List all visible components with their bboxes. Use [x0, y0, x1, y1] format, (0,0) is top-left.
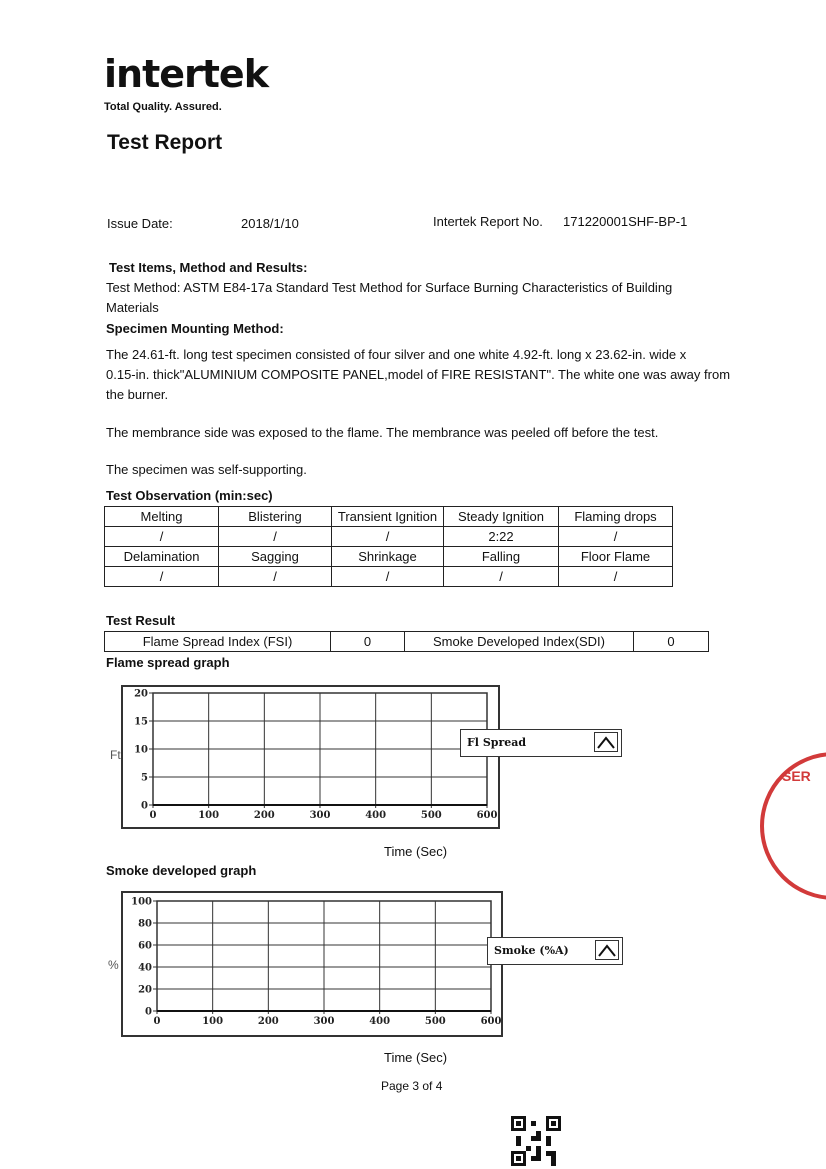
observation-header-row-2 [105, 547, 673, 567]
observation-header-row-1 [105, 507, 673, 527]
flame-legend-label: Fl Spread [467, 736, 527, 749]
fsi-value: 0 [331, 632, 405, 652]
table-cell: / [105, 527, 219, 547]
x-tick-label: 300 [309, 810, 331, 821]
table-cell: Transient Ignition [332, 507, 444, 527]
stamp-text: SER [782, 768, 811, 784]
table-cell: 2:22 [444, 527, 559, 547]
y-tick-label: 20 [138, 984, 152, 996]
issue-date-label: Issue Date: [107, 216, 173, 231]
table-cell: / [105, 567, 219, 587]
y-tick-label: 0 [145, 1006, 152, 1018]
table-cell: / [559, 567, 673, 587]
table-cell: / [332, 567, 444, 587]
x-tick-label: 600 [480, 1016, 502, 1027]
y-tick-label: 0 [141, 800, 148, 812]
flame-x-axis-label: Time (Sec) [384, 844, 448, 859]
y-tick-label: 100 [131, 896, 152, 908]
smoke-x-axis-label: Time (Sec) [384, 1050, 448, 1065]
method-line-2: Materials [106, 300, 159, 315]
membrance-text: The membrance side was exposed to the flame. The membrance was peeled off before the test. [106, 425, 659, 440]
observation-value-row-2 [105, 567, 673, 587]
smoke-legend-label: Smoke (%A) [494, 944, 569, 957]
table-cell: / [219, 527, 332, 547]
table-cell: Falling [444, 547, 559, 567]
mounting-line-2: 0.15-in. thick"ALUMINIUM COMPOSITE PANEL,model of FIRE RESISTANT". The white one was away from [106, 367, 731, 382]
items-heading: Test Items, Method and Results: [109, 260, 308, 275]
sdi-value: 0 [634, 632, 709, 652]
table-cell: Delamination [105, 547, 219, 567]
smoke-y-axis-label: % [108, 958, 119, 972]
x-tick-label: 0 [153, 1016, 161, 1027]
qr-code-icon [511, 1116, 561, 1166]
table-cell: / [219, 567, 332, 587]
report-no-value: 171220001SHF-BP-1 [563, 214, 688, 229]
y-tick-label: 15 [134, 716, 148, 728]
y-tick-label: 10 [134, 744, 148, 756]
result-heading: Test Result [106, 613, 176, 628]
report-no-label: Intertek Report No. [433, 214, 543, 229]
official-seal-stamp [760, 752, 826, 900]
x-tick-label: 300 [313, 1016, 335, 1027]
chart-toggle-icon[interactable] [594, 732, 618, 752]
flame-legend [460, 729, 622, 757]
chevron-up-icon [596, 941, 618, 959]
x-tick-label: 100 [202, 1016, 224, 1027]
table-cell: / [332, 527, 444, 547]
x-tick-label: 0 [149, 810, 157, 821]
smoke-developed-chart [121, 891, 503, 1037]
page-title: Test Report [107, 131, 223, 154]
x-tick-label: 200 [257, 1016, 279, 1027]
observation-value-row-1 [105, 527, 673, 547]
logo-tagline: Total Quality. Assured. [104, 101, 222, 113]
flame-spread-chart [121, 685, 500, 829]
self-supporting-text: The specimen was self-supporting. [106, 462, 307, 477]
mounting-heading: Specimen Mounting Method: [106, 321, 284, 336]
mounting-line-3: the burner. [106, 387, 169, 402]
table-cell: Shrinkage [332, 547, 444, 567]
chart-toggle-icon[interactable] [595, 940, 619, 960]
table-cell: Sagging [219, 547, 332, 567]
intertek-logo: intertek [104, 52, 268, 96]
table-cell: Flaming drops [559, 507, 673, 527]
method-line-1: Test Method: ASTM E84-17a Standard Test Method for Surface Burning Characteristics of Building [106, 280, 673, 295]
chevron-up-icon [595, 733, 617, 751]
smoke-legend [487, 937, 623, 965]
y-tick-label: 5 [141, 772, 148, 784]
sdi-label: Smoke Developed Index(SDI) [405, 632, 634, 652]
flame-graph-title: Flame spread graph [106, 655, 230, 670]
table-cell: / [444, 567, 559, 587]
x-tick-label: 600 [476, 810, 498, 821]
y-tick-label: 60 [138, 940, 152, 952]
issue-date-value: 2018/1/10 [241, 216, 299, 231]
x-tick-label: 200 [253, 810, 275, 821]
table-cell: / [559, 527, 673, 547]
table-cell: Floor Flame [559, 547, 673, 567]
observation-heading: Test Observation (min:sec) [106, 488, 273, 503]
x-tick-label: 500 [424, 1016, 446, 1027]
x-tick-label: 500 [420, 810, 442, 821]
x-tick-label: 400 [365, 810, 387, 821]
page-number: Page 3 of 4 [381, 1079, 443, 1093]
y-tick-label: 20 [134, 688, 148, 700]
table-cell: Melting [105, 507, 219, 527]
x-tick-label: 400 [369, 1016, 391, 1027]
smoke-graph-title: Smoke developed graph [106, 863, 257, 878]
flame-y-axis-label: Ft [110, 748, 121, 762]
result-table [104, 631, 709, 652]
observation-table [104, 506, 673, 587]
mounting-line-1: The 24.61-ft. long test specimen consisted of four silver and one white 4.92-ft. long x 23.62-in. wide x [106, 347, 687, 362]
table-cell: Blistering [219, 507, 332, 527]
y-tick-label: 40 [138, 962, 152, 974]
table-cell: Steady Ignition [444, 507, 559, 527]
x-tick-label: 100 [198, 810, 220, 821]
fsi-label: Flame Spread Index (FSI) [105, 632, 331, 652]
y-tick-label: 80 [138, 918, 152, 930]
